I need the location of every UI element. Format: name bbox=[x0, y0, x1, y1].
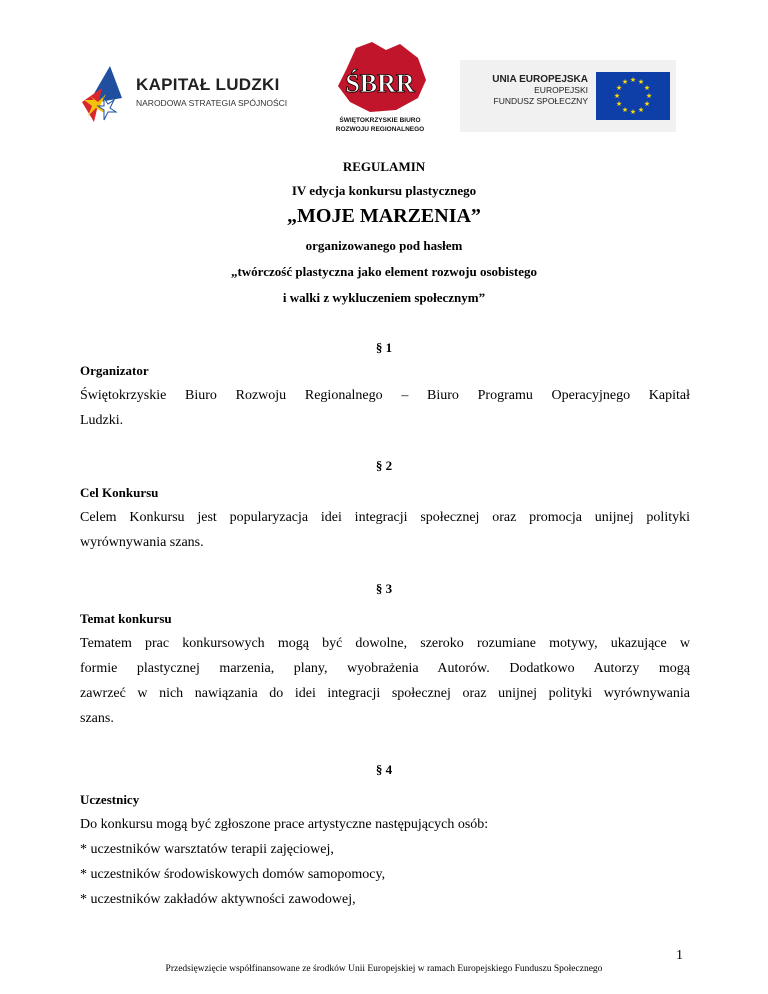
contest-name: „MOJE MARZENIA” bbox=[287, 205, 481, 227]
section-1 bbox=[80, 358, 690, 433]
eu-line3: FUNDUSZ SPOŁECZNY bbox=[493, 96, 588, 106]
svg-text:★: ★ bbox=[621, 78, 629, 86]
section-text-line: wyrównywania szans. bbox=[80, 535, 204, 550]
section-number: § 2 bbox=[375, 458, 393, 473]
section-heading: Cel Konkursu bbox=[80, 485, 159, 500]
svg-text:★: ★ bbox=[615, 100, 623, 108]
section-text-line: Świętokrzyskie Biuro Rozwoju Regionalnego – Biuro Programu Operacyjnego Kapitał bbox=[80, 388, 690, 403]
eu-line1: UNIA EUROPEJSKA bbox=[492, 74, 588, 85]
svg-text:★: ★ bbox=[637, 78, 645, 86]
sbrr-logo-name: ŚBRR bbox=[345, 69, 415, 98]
sbrr-caption-line1: ŚWIĘTOKRZYSKIE BIURO bbox=[339, 117, 421, 124]
svg-text:★: ★ bbox=[629, 108, 637, 116]
list-item: * uczestników zakładów aktywności zawodowej, bbox=[80, 892, 356, 907]
list-item: * uczestników warsztatów terapii zajęciowej, bbox=[80, 842, 334, 857]
eu-line2: EUROPEJSKI bbox=[534, 85, 588, 95]
footer-note: Przedsięwzięcie współfinansowane ze środków Unii Europejskiej w ramach Europejskiego Funduszu Społecznego bbox=[165, 964, 603, 974]
list-item: * uczestników środowiskowych domów samopomocy, bbox=[80, 867, 386, 882]
sbrr-logo bbox=[326, 40, 434, 136]
section-number: § 3 bbox=[375, 581, 393, 596]
section-heading: Temat konkursu bbox=[80, 611, 172, 626]
motto-line1: „twórczość plastyczna jako element rozwoju osobistego bbox=[230, 264, 538, 279]
svg-text:★: ★ bbox=[643, 84, 651, 92]
section-text-line: Celem Konkursu jest popularyzacja idei integracji społecznej oraz promocja unijnej polityki bbox=[80, 510, 690, 525]
eu-esf-logo bbox=[460, 60, 676, 132]
section-heading: Organizator bbox=[80, 363, 149, 378]
svg-text:★: ★ bbox=[643, 100, 651, 108]
section-text-line: formie plastycznej marzenia, plany, wyobrażenia Autorów. Dodatkowo Autorzy mogą bbox=[80, 661, 690, 676]
section-text-line: Do konkursu mogą być zgłoszone prace artystyczne następujących osób: bbox=[80, 817, 489, 832]
section-text-line: szans. bbox=[80, 711, 114, 726]
section-text-line: Tematem prac konkursowych mogą być dowolne, szeroko rozumiane motywy, ukazujące w bbox=[80, 636, 690, 651]
edition-line: IV edycja konkursu plastycznego bbox=[291, 183, 477, 198]
eu-text bbox=[492, 74, 588, 107]
sbrr-map-icon bbox=[326, 40, 434, 116]
svg-text:★: ★ bbox=[615, 84, 623, 92]
section-number: § 4 bbox=[375, 762, 393, 777]
motto-line2: i walki z wykluczeniem społecznym” bbox=[282, 290, 486, 305]
section-3 bbox=[80, 606, 690, 731]
section-number: § 1 bbox=[375, 340, 393, 355]
kapital-ludzki-logo bbox=[80, 58, 290, 132]
section-text-line: Ludzki. bbox=[80, 413, 124, 428]
sbrr-caption bbox=[326, 116, 434, 134]
page-number: 1 bbox=[676, 948, 683, 963]
sbrr-caption-line2: ROZWOJU REGIONALNEGO bbox=[335, 126, 425, 133]
kl-title: KAPITAŁ LUDZKI bbox=[136, 75, 280, 94]
section-2 bbox=[80, 480, 690, 555]
doc-title: REGULAMIN bbox=[342, 159, 426, 174]
section-heading: Uczestnicy bbox=[80, 792, 140, 807]
motto-intro: organizowanego pod hasłem bbox=[305, 238, 463, 253]
eu-flag-icon bbox=[596, 72, 670, 120]
kl-subtitle: NARODOWA STRATEGIA SPÓJNOŚCI bbox=[136, 98, 288, 108]
svg-text:★: ★ bbox=[613, 92, 621, 100]
section-text-line: zawrzeć w nich nawiązania do idei integracji społecznej oraz unijnej polityki wyrównywania bbox=[80, 686, 690, 701]
svg-text:★: ★ bbox=[629, 76, 637, 84]
section-4 bbox=[80, 787, 690, 912]
svg-text:★: ★ bbox=[637, 106, 645, 114]
svg-text:★: ★ bbox=[645, 92, 653, 100]
kapital-ludzki-emblem-icon bbox=[80, 58, 132, 132]
svg-text:★: ★ bbox=[621, 106, 629, 114]
